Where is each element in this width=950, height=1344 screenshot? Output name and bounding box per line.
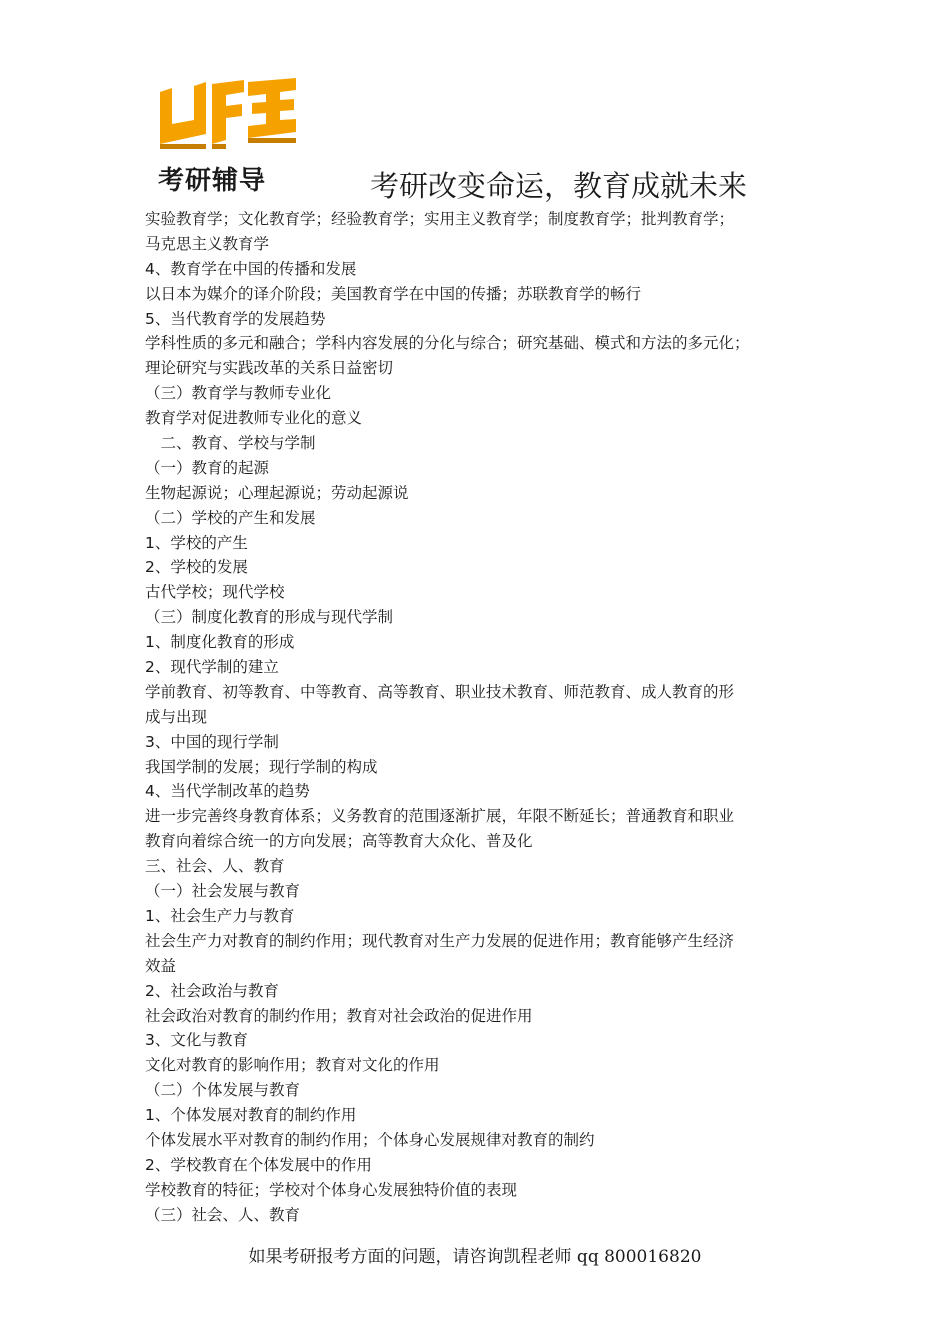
text-line: 4、当代学制改革的趋势: [145, 782, 310, 801]
text-line: 效益: [145, 956, 177, 975]
text-line: 4、教育学在中国的传播和发展: [145, 259, 357, 278]
text-line: （一）教育的起源: [145, 458, 270, 477]
text-line: 文化对教育的影响作用；教育对文化的作用: [145, 1056, 440, 1075]
text-line: 社会生产力对教育的制约作用；现代教育对生产力发展的促进作用；教育能够产生经济: [145, 931, 735, 950]
text-line: 个体发展水平对教育的制约作用；个体身心发展规律对教育的制约: [145, 1130, 595, 1149]
text-line: 进一步完善终身教育体系；义务教育的范围逐渐扩展，年限不断延长；普通教育和职业: [145, 807, 735, 826]
text-line: 2、社会政治与教育: [145, 981, 279, 1000]
text-line: （二）学校的产生和发展: [145, 508, 316, 527]
text-line: 理论研究与实践改革的关系日益密切: [145, 359, 394, 378]
text-line: 2、现代学制的建立: [145, 658, 279, 677]
header-slogan: 考研改变命运，教育成就未来: [370, 169, 748, 203]
text-line: （二）个体发展与教育: [145, 1081, 301, 1100]
logo-subtitle: 考研辅导: [158, 166, 267, 196]
kaicheng-logo-mark: [154, 78, 300, 154]
text-line: 学校教育的特征；学校对个体身心发展独特价值的表现: [145, 1180, 518, 1199]
text-line: 3、中国的现行学制: [145, 732, 279, 751]
text-line: 3、文化与教育: [145, 1031, 248, 1050]
text-line: 1、制度化教育的形成: [145, 633, 295, 652]
text-line: 二、教育、学校与学制: [145, 434, 316, 453]
text-line: （三）教育学与教师专业化: [145, 384, 332, 403]
kaicheng-logo: [152, 78, 302, 196]
text-line: 教育向着综合统一的方向发展；高等教育大众化、普及化: [145, 832, 533, 851]
text-line: 实验教育学；文化教育学；经验教育学；实用主义教育学；制度教育学；批判教育学；: [145, 210, 735, 228]
text-line: 1、社会生产力与教育: [145, 906, 295, 925]
text-line: 2、学校的发展: [145, 558, 248, 577]
text-line: 生物起源说；心理起源说；劳动起源说: [145, 483, 409, 502]
text-line: 1、个体发展对教育的制约作用: [145, 1106, 357, 1125]
text-line: 我国学制的发展；现行学制的构成: [145, 757, 378, 776]
text-line: 三、社会、人、教育: [145, 857, 285, 876]
text-line: 教育学对促进教师专业化的意义: [145, 409, 363, 428]
text-line: 学科性质的多元和融合；学科内容发展的分化与综合；研究基础、模式和方法的多元化；: [145, 334, 750, 353]
text-line: 学前教育、初等教育、中等教育、高等教育、职业技术教育、师范教育、成人教育的形: [145, 682, 735, 701]
text-line: （三）制度化教育的形成与现代学制: [145, 608, 394, 627]
text-line: 5、当代教育学的发展趋势: [145, 309, 326, 328]
text-line: 古代学校；现代学校: [145, 583, 285, 602]
text-line: 成与出现: [145, 707, 208, 726]
text-line: 1、学校的产生: [145, 533, 248, 552]
text-line: 马克思主义教育学: [145, 234, 270, 253]
text-line: 以日本为媒介的译介阶段；美国教育学在中国的传播；苏联教育学的畅行: [145, 284, 642, 303]
text-line: （一）社会发展与教育: [145, 882, 301, 901]
text-line: 社会政治对教育的制约作用；教育对社会政治的促进作用: [145, 1006, 533, 1025]
footer-contact: 如果考研报考方面的问题，请咨询凯程老师 qq 800016820: [248, 1247, 702, 1267]
text-line: 2、学校教育在个体发展中的作用: [145, 1155, 372, 1174]
text-line: （三）社会、人、教育: [145, 1205, 301, 1224]
document-body: [145, 207, 815, 1228]
